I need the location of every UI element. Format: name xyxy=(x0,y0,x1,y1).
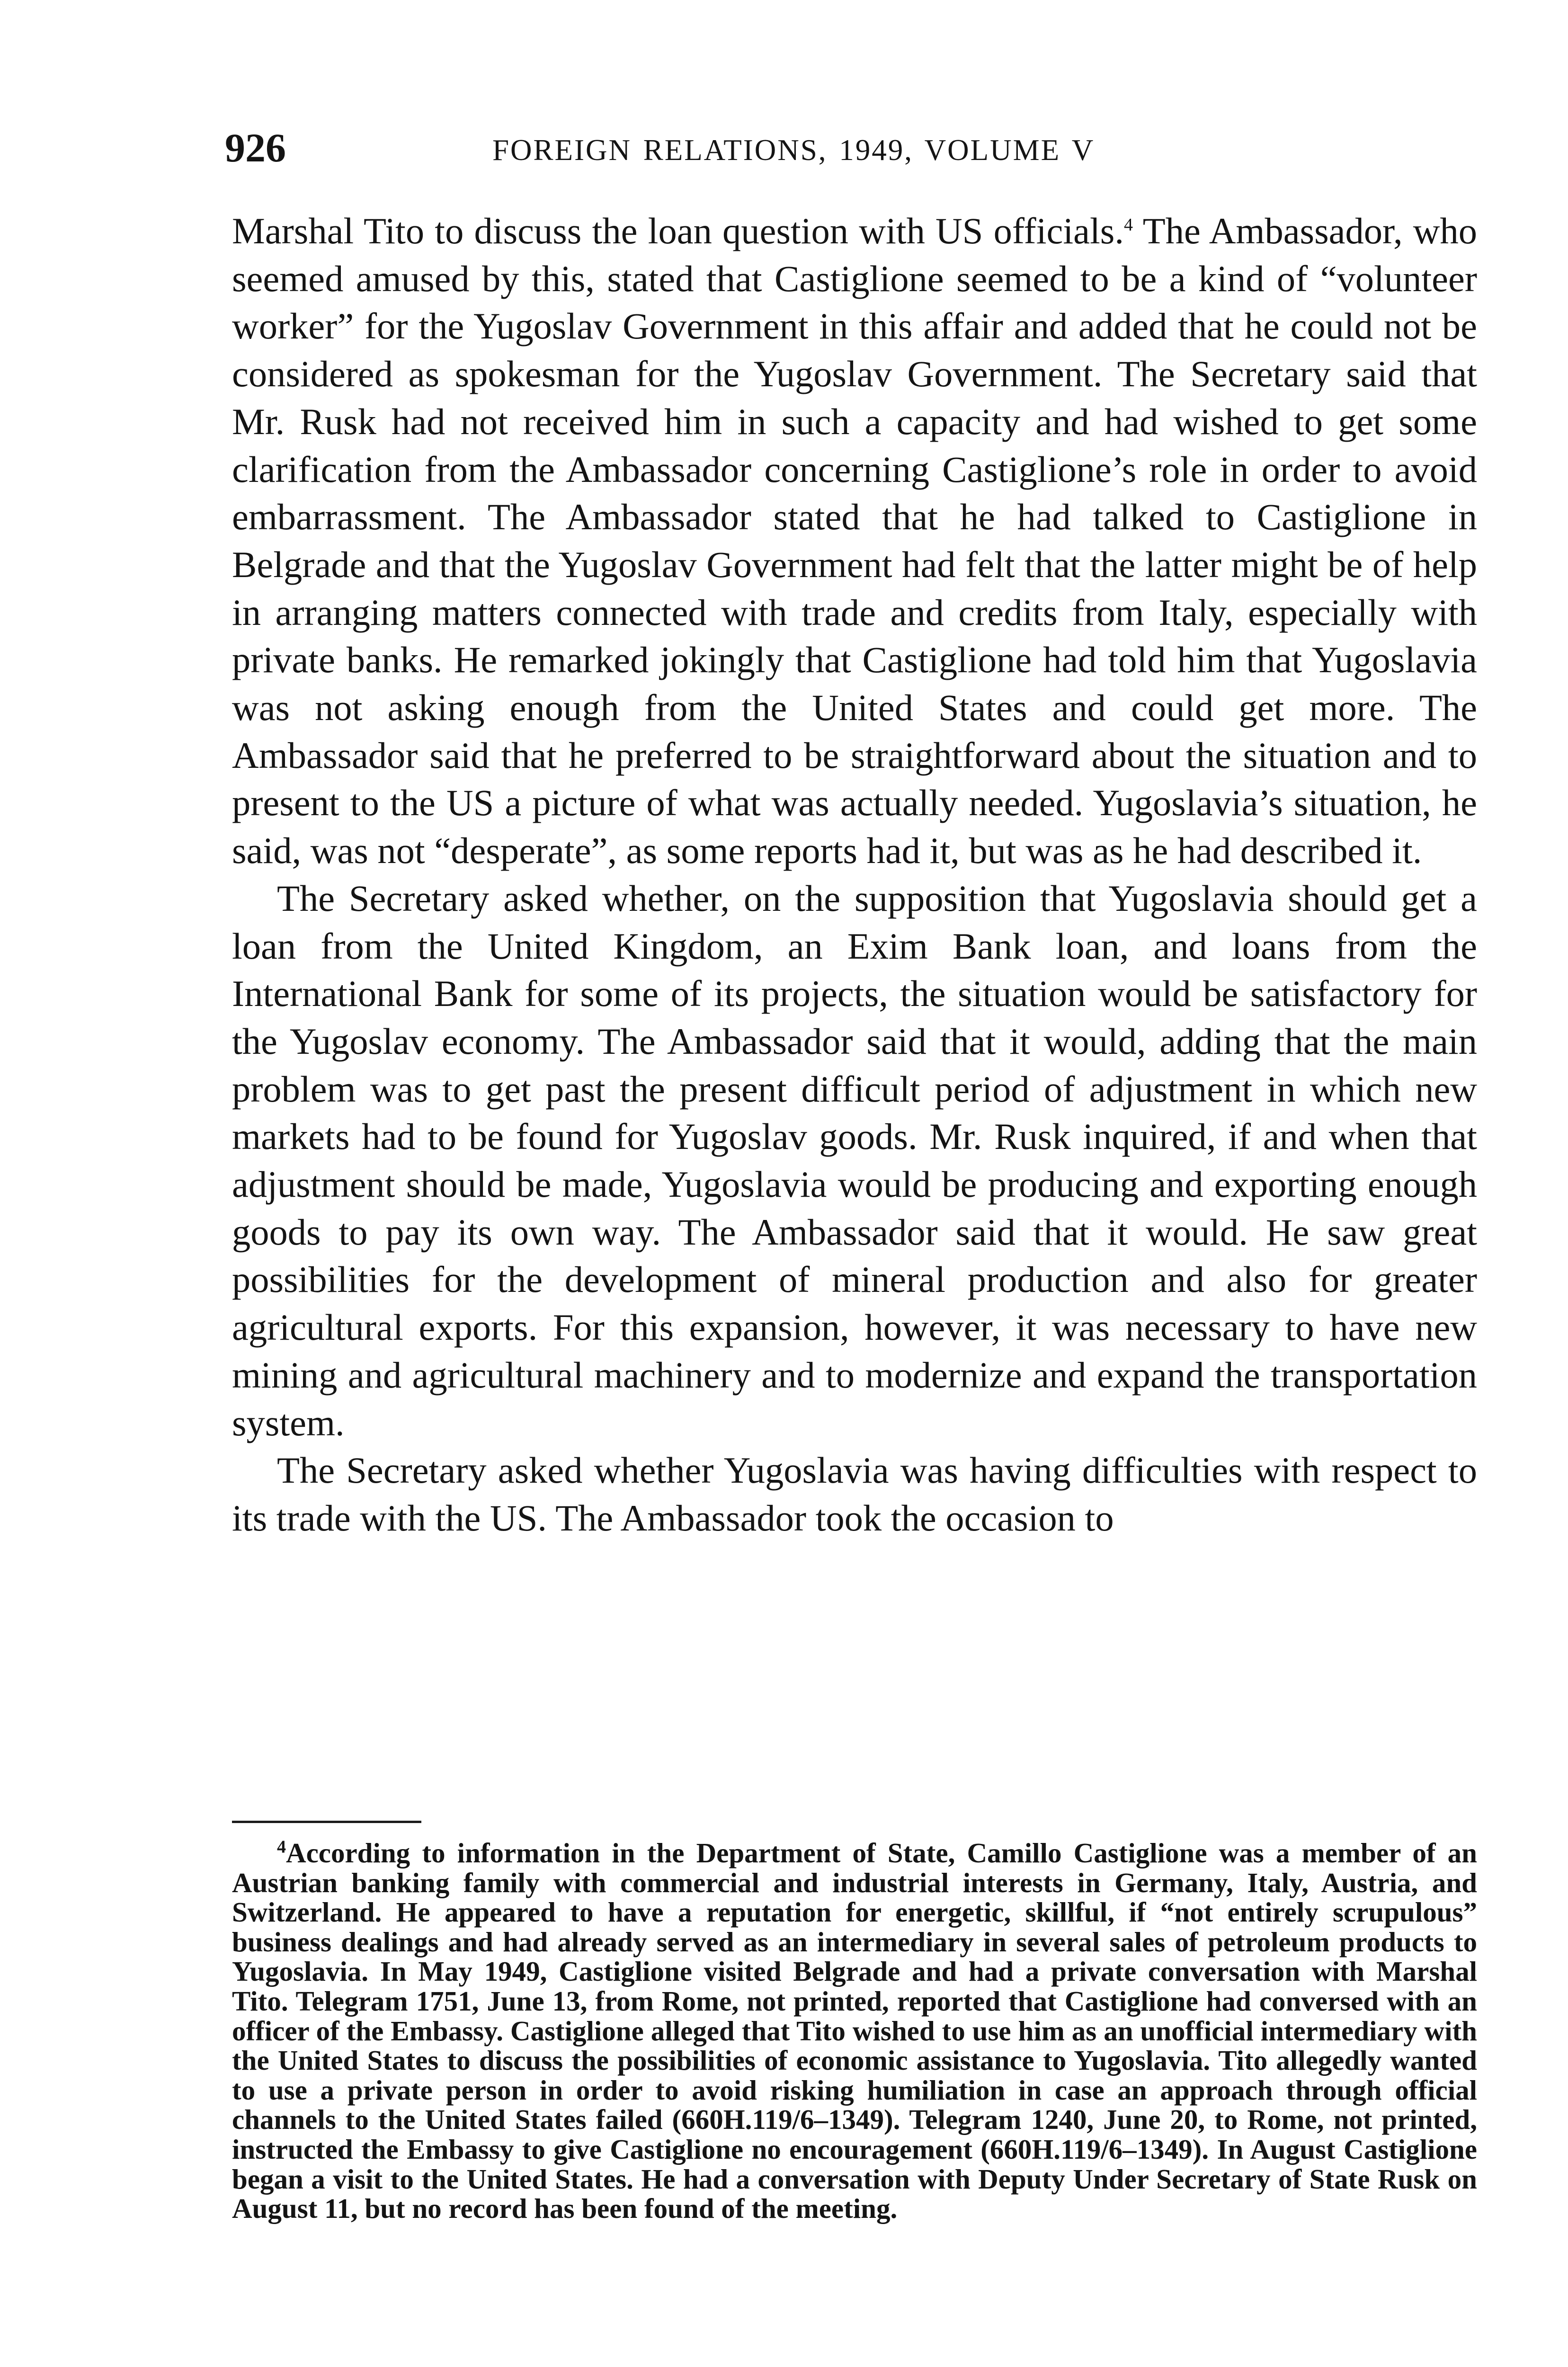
running-head: FOREIGN RELATIONS, 1949, VOLUME V xyxy=(492,133,1095,167)
paragraph-1 xyxy=(232,207,1477,875)
paragraph-2: The Secretary asked whether, on the supposition that Yugoslavia should get a loan from the United Kingdom, an Exim Bank loan, and loans from the International Bank for some of its projects, the situation would be satisfactory for the Yugoslav economy. The Ambassador said that it would, adding that the main problem was to get past the present difficult period of adjustment in which new markets had to be found for Yugoslav goods. Mr. Rusk inquired, if and when that adjustment should be made, Yugoslavia would be producing and exporting enough goods to pay its own way. The Ambassador said that it would. He saw great possibilities for the development of mineral production and also for greater agricultural exports. For this expansion, however, it was necessary to have new mining and agricultural machinery and to modernize and expand the transportation system. xyxy=(232,877,1477,1443)
footnote-text: According to information in the Department of State, Camillo Castiglione was a member of an Austrian banking family with commercial and industrial interests in Germany, Italy, Austria, and Switzerland. He appeared to have a reputation for energetic, skillful, if “not entirely scrupulous” business dealings and had already served as an intermediary in several sales of petroleum products to Yugoslavia. In May 1949, Castiglione visited Belgrade and had a private conversation with Marshal Tito. Telegram 1751, June 13, from Rome, not printed, reported that Castiglione had conversed with an officer of the Embassy. Castiglione alleged that Tito wished to use him as an unofficial intermediary with the United States to discuss the possibilities of economic assistance to Yugoslavia. Tito allegedly wanted to use a private person in order to avoid risking humiliation in case an approach through official channels to the United States failed (660H.119/6–1349). Telegram 1240, June 20, to Rome, not printed, instructed the Embassy to give Castiglione no encouragement (660H.119/6–1349). In August Castiglione began a visit to the United States. He had a conversation with Deputy Under Secretary of State Rusk on August 11, but no record has been found of the meeting. xyxy=(232,1837,1477,2225)
page-number: 926 xyxy=(225,125,286,170)
footnote-marker: 4 xyxy=(277,1837,286,1857)
paragraph-3: The Secretary asked whether Yugoslavia was having difficulties with respect to its trade with the US. The Ambassador took the occasion to xyxy=(232,1450,1477,1539)
page-header xyxy=(225,124,1482,176)
body-text xyxy=(232,207,1477,1542)
footnote-4 xyxy=(232,1838,1477,2224)
footnote-divider xyxy=(232,1821,421,1823)
paragraph-1-rest: The Ambassador, who seemed amused by this, stated that Castiglione seemed to be a kind of “volunteer worker” for the Yugoslav Government in this affair and added that he could not be considered as spokesman for the Yugoslav Government. The Secretary said that Mr. Rusk had not received him in such a capacity and had wished to get some clarification from the Ambassador concerning Castiglione’s role in order to avoid embarrassment. The Ambassador stated that he had talked to Castiglione in Belgrade and that the Yugoslav Government had felt that the latter might be of help in arranging matters connected with trade and credits from Italy, especially with private banks. He remarked jokingly that Castiglione had told him that Yugoslavia was not asking enough from the United States and could get more. The Ambassador said that he preferred to be straightforward about the situation and to present to the US a picture of what was actually needed. Yugoslavia’s situation, he said, was not “desperate”, as some reports had it, but was as he had described it. xyxy=(232,210,1477,872)
footnote-reference-4: 4 xyxy=(1123,214,1133,235)
paragraph-1-start: Marshal Tito to discuss the loan question with US officials. xyxy=(232,210,1124,251)
